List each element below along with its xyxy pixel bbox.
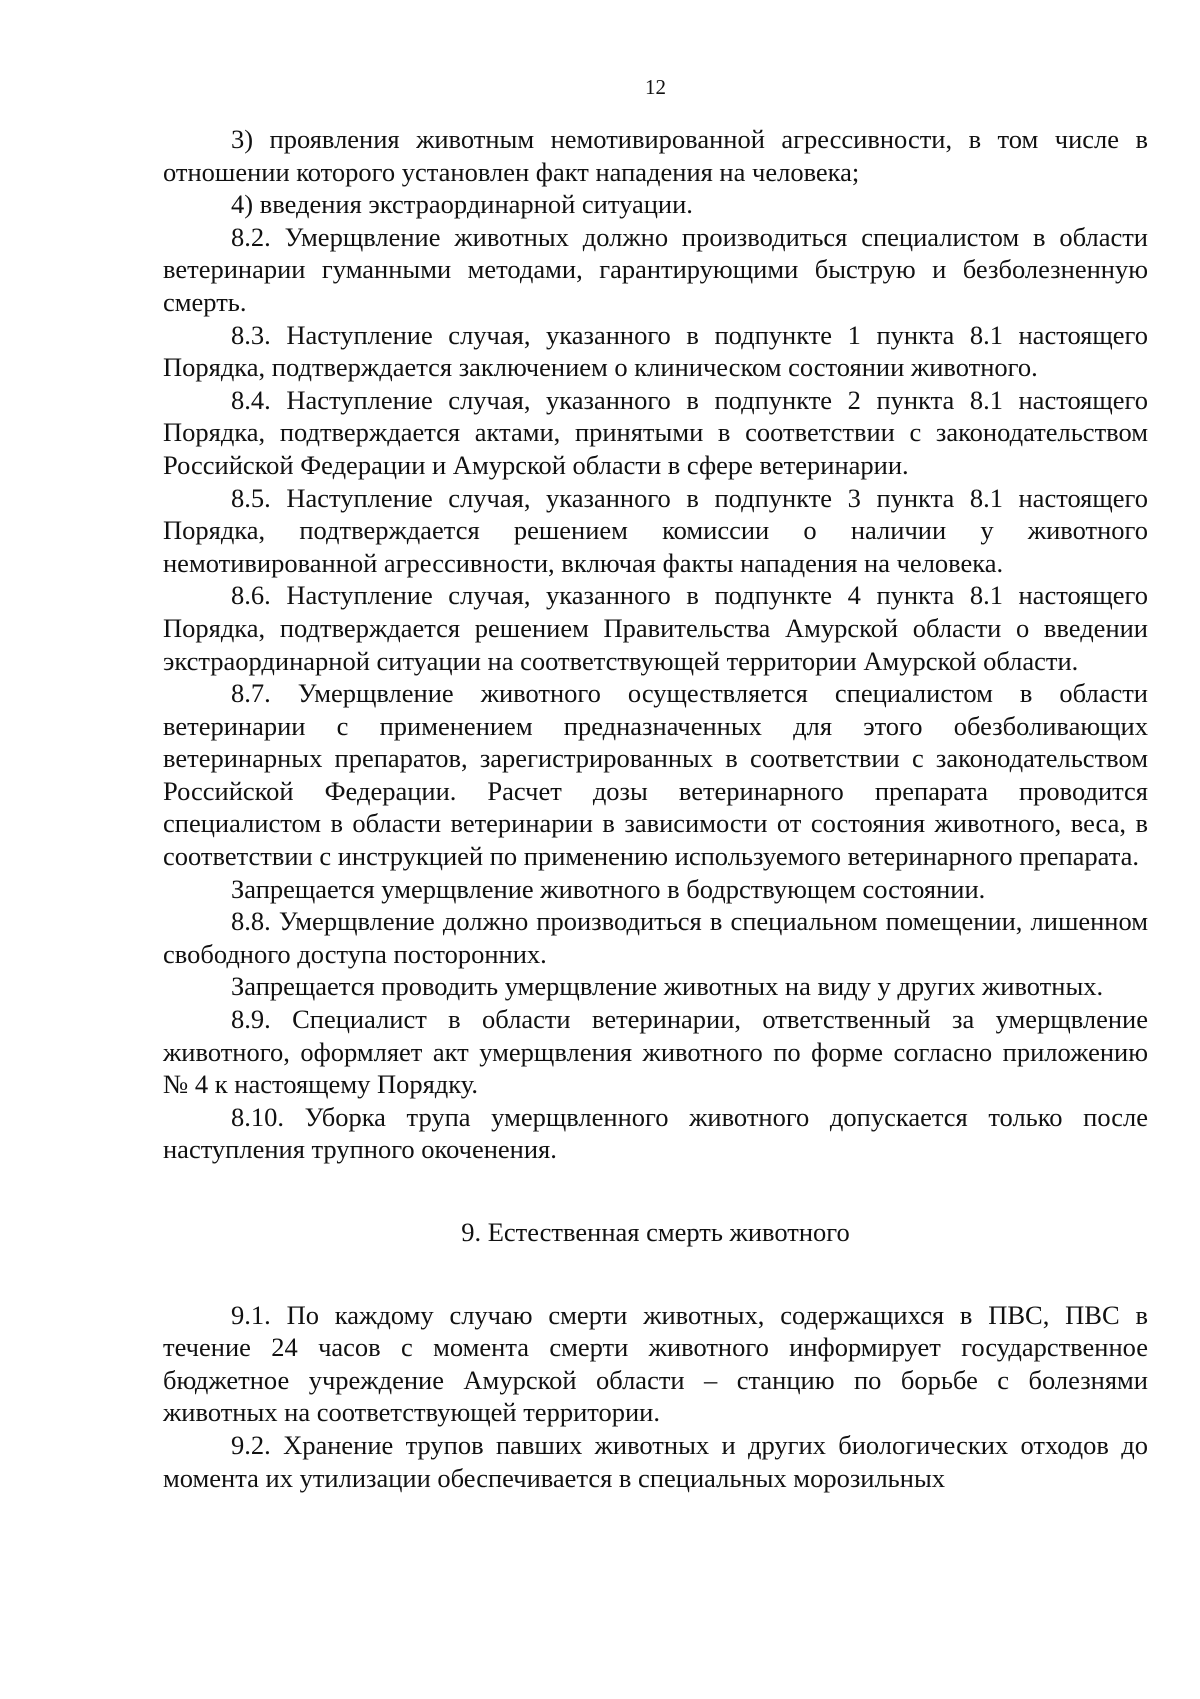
paragraph-prohibition-view: Запрещается проводить умерщвление животных на виду у других животных.	[231, 971, 1104, 1002]
paragraph-8-7: 8.7. Умерщвление животного осуществляется специалистом в области ветеринарии с применением предназначенных для этого обезболивающих ветеринарных препаратов, зарегистрированных в соответствии с законодательством Российской Федерации. Расчет дозы ветеринарного препарата проводится специалистом в области ветеринарии в зависимости от состояния животного, веса, в соответствии с инструкцией по применению используемого ветеринарного препарата.	[163, 678, 1148, 872]
paragraph-8-2: 8.2. Умерщвление животных должно производиться специалистом в области ветеринарии гуманными методами, гарантирующими быструю и безболезненную смерть.	[163, 221, 1148, 317]
paragraph-3-aggression: 3) проявления животным немотивированной агрессивности, в том числе в отношении которого установлен факт нападения на человека;	[163, 124, 1148, 187]
section-heading: 9. Естественная смерть животного	[461, 1217, 850, 1247]
paragraph-8-9: 8.9. Специалист в области ветеринарии, ответственный за умерщвление животного, оформляет акт умерщвления животного по форме согласно приложению № 4 к настоящему Порядку.	[163, 1004, 1148, 1100]
paragraph-8-6: 8.6. Наступление случая, указанного в подпункте 4 пункта 8.1 настоящего Порядка, подтверждается решением Правительства Амурской области о введении экстраординарной ситуации на соответствующей территории Амурской области.	[163, 580, 1148, 676]
paragraph-8-8: 8.8. Умерщвление должно производиться в специальном помещении, лишенном свободного доступа посторонних.	[163, 906, 1148, 969]
paragraph-8-5: 8.5. Наступление случая, указанного в подпункте 3 пункта 8.1 настоящего Порядка, подтверждается решением комиссии о наличии у животного немотивированной агрессивности, включая факты нападения на человека.	[163, 482, 1148, 578]
paragraph-9-2: 9.2. Хранение трупов павших животных и других биологических отходов до момента их утилизации обеспечивается в специальных морозильных	[163, 1429, 1148, 1493]
paragraph-8-3: 8.3. Наступление случая, указанного в подпункте 1 пункта 8.1 настоящего Порядка, подтверждается заключением о клиническом состоянии животного.	[163, 319, 1148, 383]
paragraph-4-extraordinary: 4) введения экстраординарной ситуации.	[231, 189, 693, 220]
paragraph-8-10: 8.10. Уборка трупа умерщвленного животного допускается только после наступления трупного окоченения.	[163, 1101, 1148, 1165]
paragraph-prohibition-awake: Запрещается умерщвление животного в бодрствующем состоянии.	[231, 873, 986, 904]
page-number: 12	[645, 75, 666, 99]
paragraph-8-4: 8.4. Наступление случая, указанного в подпункте 2 пункта 8.1 настоящего Порядка, подтверждается актами, принятыми в соответствии с законодательством Российской Федерации и Амурской области в сфере ветеринарии.	[163, 384, 1148, 480]
paragraph-9-1: 9.1. По каждому случаю смерти животных, содержащихся в ПВС, ПВС в течение 24 часов с момента смерти животного информирует государственное бюджетное учреждение Амурской области – станцию по борьбе с болезнями животных на соответствующей территории.	[163, 1299, 1148, 1428]
